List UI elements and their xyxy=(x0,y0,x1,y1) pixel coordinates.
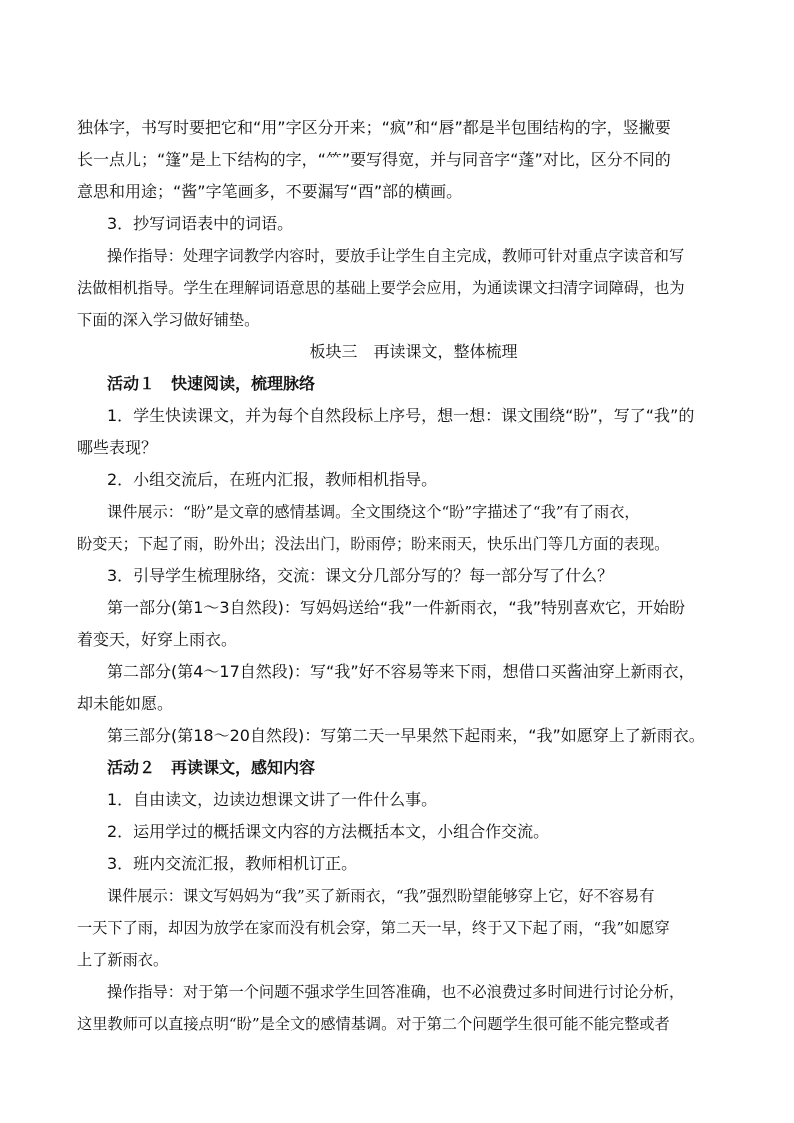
list-item: 2．运用学过的概括课文内容的方法概括本文，小组合作交流。 xyxy=(107,822,550,841)
operation-guide-line: 下面的深入学习做好铺垫。 xyxy=(77,311,260,329)
text-line: 第二部分(第4～17自然段)：写“我”好不容易等来下雨，想借口买酱油穿上新雨衣， xyxy=(107,662,695,681)
list-item: 2．小组交流后，在班内汇报，教师相机指导。 xyxy=(107,470,438,489)
list-item: 1．学生快读课文，并为每个自然段标上序号，想一想：课文围绕“盼”，写了“我”的 xyxy=(107,406,695,425)
text-line: 长一点儿；“篷”是上下结构的字，“⺮”要写得宽，并与同音字“蓬”对比，区分不同的 xyxy=(77,150,671,169)
courseware-display-line: 盼变天；下起了雨，盼外出；没法出门，盼雨停；盼来雨天，快乐出门等几方面的表现。 xyxy=(77,535,670,553)
courseware-display-line: 上了新雨衣。 xyxy=(77,951,169,969)
operation-guide-line: 这里教师可以直接点明“盼”是全文的感情基调。对于第二个问题学生很可能不能完整或者 xyxy=(77,1015,670,1033)
list-item: 3．抄写词语表中的词语。 xyxy=(107,214,294,233)
text-line: 意思和用途；“酱”字笔画多，不要漏写“酉”部的横画。 xyxy=(77,182,463,201)
list-item: 3．班内交流汇报，教师相机订正。 xyxy=(107,854,358,873)
activity-heading: 活动１ 快速阅读，梳理脉络 xyxy=(107,374,316,393)
courseware-display-line: 课件展示：课文写妈妈为“我”买了新雨衣，“我”强烈盼望能够穿上它，好不容易有 xyxy=(107,887,655,905)
text-line: 第一部分(第1～3自然段)：写妈妈送给“我”一件新雨衣，“我”特别喜欢它，开始盼 xyxy=(107,598,686,617)
list-item: 3．引导学生梳理脉络，交流：课文分几部分写的？每一部分写了什么？ xyxy=(107,566,614,585)
list-item: 1．自由读文，边读边想课文讲了一件什么事。 xyxy=(107,790,438,809)
text-line: 第三部分(第18～20自然段)：写第二天一早果然下起雨来，“我”如愿穿上了新雨衣。 xyxy=(107,726,705,745)
operation-guide-line: 操作指导：处理字词教学内容时，要放手让学生自主完成，教师可针对重点字读音和写 xyxy=(107,247,685,265)
text-line: 着变天，好穿上雨衣。 xyxy=(77,630,238,649)
operation-guide-line: 操作指导：对于第一个问题不强求学生回答准确，也不必浪费过多时间进行讨论分析， xyxy=(107,983,685,1001)
document-page xyxy=(77,112,720,1040)
activity-heading: 活动２ 再读课文，感知内容 xyxy=(107,758,316,777)
text-line: 独体字，书写时要把它和“用”字区分开来；“疯”和“唇”都是半包围结构的字，竖撇要 xyxy=(77,118,671,137)
text-line: 却未能如愿。 xyxy=(77,694,174,713)
text-line: 哪些表现？ xyxy=(77,438,158,457)
operation-guide-line: 法做相机指导。学生在理解词语意思的基础上要学会应用，为通读课文扫清字词障碍，也为 xyxy=(77,279,685,297)
courseware-display-line: 课件展示：“盼”是文章的感情基调。全文围绕这个“盼”字描述了“我”有了雨衣， xyxy=(107,503,640,521)
courseware-display-line: 一天下了雨，却因为放学在家而没有机会穿，第二天一早，终于又下起了雨，“我”如愿穿 xyxy=(77,919,670,937)
section-heading: 板块三 再读课文，整体梳理 xyxy=(309,342,518,361)
